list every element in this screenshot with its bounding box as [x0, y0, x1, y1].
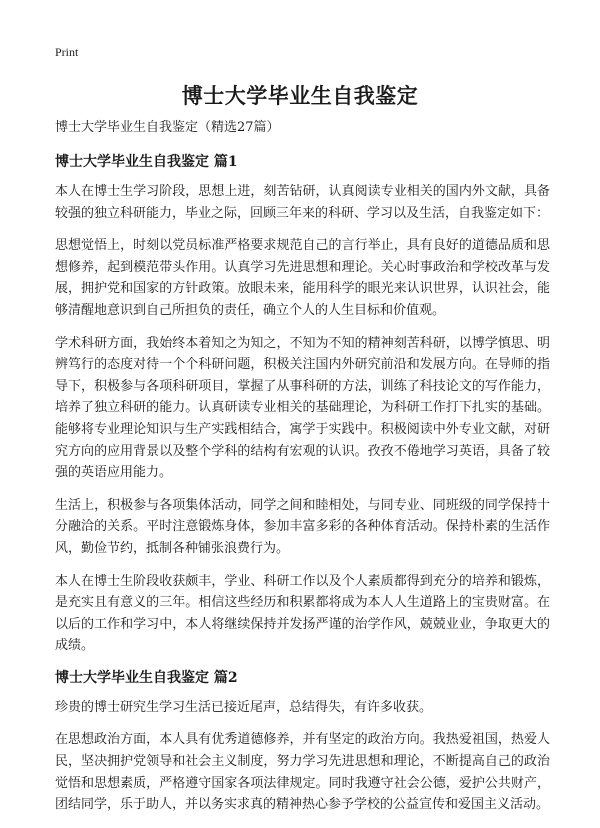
section-heading: 博士大学毕业生自我鉴定 篇1: [55, 154, 238, 170]
document-subtitle: 博士大学毕业生自我鉴定（精选27篇）: [55, 120, 280, 135]
document-body: [55, 118, 550, 827]
paragraph: 生活上，积极参与各项集体活动，同学之间和睦相处，与同专业、同班级的同学保持十分融洽的关系。平时注意锻炼身体，参加丰富多彩的各种体育活动。保持朴素的生活作风，勤俭节约，抵制各种铺张浪费行为。: [55, 497, 550, 556]
section-heading: 博士大学毕业生自我鉴定 篇2: [55, 669, 238, 686]
paragraph: 本人在博士生学习阶段，思想上进，刻苦钻研，认真阅读专业相关的国内外文献，具备较强的独立科研能力，毕业之际，回顾三年来的科研、学习以及生活，自我鉴定如下：: [55, 184, 550, 221]
paragraph: 学术科研方面，我始终本着知之为知之，不知为不知的精神刻苦科研，以博学慎思、明辨笃行的态度对待一个个科研问题，积极关注国内外研究前沿和发展方向。在导师的指导下，积极参与各项科研项目，掌握了从事科研的方法，训练了科技论文的写作能力，培养了独立科研的能力。认真研读专业相关的基础理论，为科研工作打下扎实的基础。能够将专业理论知识与生产实践相结合，寓学于实践中。积极阅读中外专业文献，对研究方向的应用背景以及整个学科的结构有宏观的认识。孜孜不倦地学习英语，具备了较强的英语应用能力。: [55, 335, 550, 481]
page-title: 博士大学毕业生自我鉴定: [181, 83, 419, 108]
paragraph: 本人在博士生阶段收获颇丰，学业、科研工作以及个人素质都得到充分的培养和锻炼，是充实且有意义的三年。相信这些经历和积累都将成为本人人生道路上的宝贵财富。在以后的工作和学习中，本人将继续保持并发扬严谨的治学作风，兢兢业业，争取更大的成绩。: [55, 573, 550, 654]
section-2: [55, 668, 550, 816]
print-link[interactable]: Print: [55, 45, 79, 59]
section-1: [55, 152, 550, 657]
paragraph: 珍贵的博士研究生学习生活已接近尾声，总结得失，有许多收获。: [55, 699, 433, 715]
paragraph: 在思想政治方面，本人具有优秀道德修养，并有坚定的政治方向。我热爱祖国，热爱人民，坚决拥护党领导和社会主义制度，努力学习先进思想和理论，不断提高自己的政治觉悟和思想素质，严格遵守国家各项法律规定。同时我遵守社会公德，爱护公共财产，团结同学，乐于助人，并以务实求真的精神热心参予学校的公益宣传和爱国主义活动。: [55, 732, 550, 813]
paragraph: 思想觉悟上，时刻以党员标准严格要求规范自己的言行举止，具有良好的道德品质和思想修养，起到模范带头作用。认真学习先进思想和理论。关心时事政治和学校改革与发展，拥护党和国家的方针政策。放眼未来，能用科学的眼光来认识世界，认识社会，能够清醒地意识到自己所担负的责任，确立个人的人生目标和价值观。: [55, 238, 550, 318]
